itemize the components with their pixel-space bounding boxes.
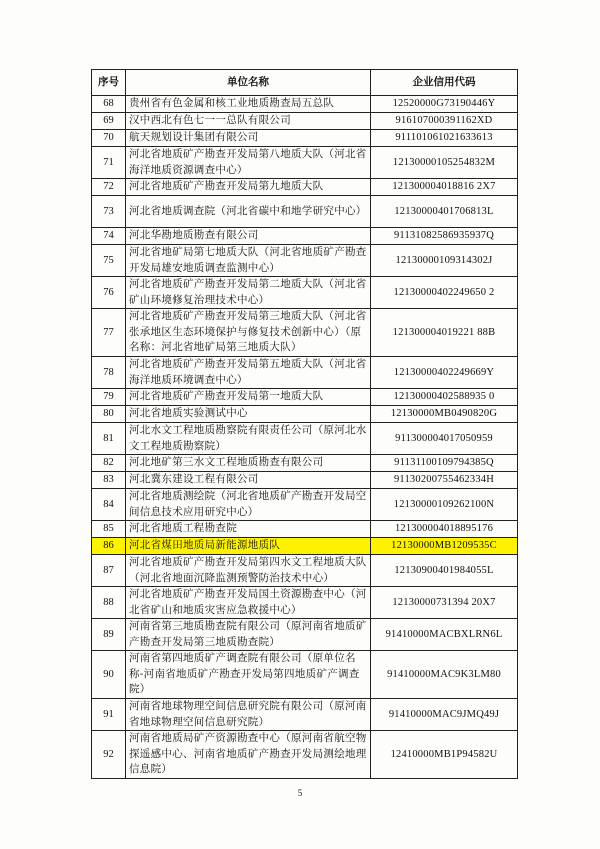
table-header-row	[92, 70, 518, 96]
table-row	[92, 130, 518, 147]
unit-name: 航天规划设计集团有限公司	[126, 130, 371, 147]
row-number: 86	[92, 538, 126, 555]
row-number: 89	[92, 619, 126, 651]
unit-name: 河北省地矿局第七地质大队（河北省地质矿产勘查开发局雄安地质调查监测中心）	[126, 245, 371, 277]
table-row	[92, 619, 518, 651]
credit-code: 12130000105254832M	[371, 147, 518, 179]
row-number: 74	[92, 228, 126, 245]
row-number: 69	[92, 113, 126, 130]
credit-code: 12130000MB1209535C	[371, 538, 518, 555]
unit-name: 河北省地质调查院（河北省碳中和地学研究中心）	[126, 196, 371, 228]
header-unit-name: 单位名称	[126, 70, 371, 96]
row-number: 92	[92, 731, 126, 779]
unit-name: 河北省地质矿产勘查开发局第二地质大队（河北省矿山环境修复治理技术中心）	[126, 277, 371, 309]
row-number: 73	[92, 196, 126, 228]
unit-name: 河北省地质矿产勘查开发局第五地质大队（河北省海洋地质环境调查中心）	[126, 357, 371, 389]
row-number: 80	[92, 406, 126, 423]
credit-code: 91410000MAC9JMQ49J	[371, 699, 518, 731]
enterprise-table	[91, 69, 518, 779]
unit-name: 河北省地质矿产勘查开发局第一地质大队	[126, 389, 371, 406]
table-row	[92, 651, 518, 699]
credit-code: 916107000391162XD	[371, 113, 518, 130]
row-number: 90	[92, 651, 126, 699]
table-row	[92, 147, 518, 179]
row-number: 87	[92, 555, 126, 587]
credit-code: 12130000402249669Y	[371, 357, 518, 389]
credit-code: 121300004019221 88B	[371, 309, 518, 357]
unit-name: 河北冀东建设工程有限公司	[126, 472, 371, 489]
row-number: 84	[92, 489, 126, 521]
row-number: 71	[92, 147, 126, 179]
unit-name: 河北省地质工程勘查院	[126, 521, 371, 538]
table-row	[92, 731, 518, 779]
table-row	[92, 555, 518, 587]
credit-code: 121300004018816 2X7	[371, 179, 518, 196]
unit-name: 河南省地球物理空间信息研究院有限公司（原河南省地球物理空间信息研究院）	[126, 699, 371, 731]
table-row	[92, 406, 518, 423]
row-number: 76	[92, 277, 126, 309]
credit-code: 91130200755462334H	[371, 472, 518, 489]
credit-code: 12410000MB1P94582U	[371, 731, 518, 779]
table-row	[92, 699, 518, 731]
row-number: 81	[92, 423, 126, 455]
unit-name: 河北水文工程地质勘察院有限责任公司（原河北水文工程地质勘察院）	[126, 423, 371, 455]
table-row	[92, 472, 518, 489]
credit-code: 12130000401706813L	[371, 196, 518, 228]
unit-name: 河北省地质矿产勘查开发局第三地质大队（河北省张承地区生态环境保护与修复技术创新中心）（原名称：河北省地矿局第三地质大队）	[126, 309, 371, 357]
unit-name: 河北省地质矿产勘查开发局第九地质大队	[126, 179, 371, 196]
row-number: 88	[92, 587, 126, 619]
header-serial-number: 序号	[92, 70, 126, 96]
credit-code: 12130000731394 20X7	[371, 587, 518, 619]
row-number: 72	[92, 179, 126, 196]
table-row	[92, 113, 518, 130]
unit-name: 河北地矿第三水文工程地质勘查有限公司	[126, 455, 371, 472]
table-row	[92, 357, 518, 389]
table-row	[92, 245, 518, 277]
credit-code: 12130000402588935 0	[371, 389, 518, 406]
row-number: 77	[92, 309, 126, 357]
credit-code: 91131082586935937Q	[371, 228, 518, 245]
table-row	[92, 228, 518, 245]
table-row	[92, 96, 518, 113]
row-number: 70	[92, 130, 126, 147]
unit-name: 河北省地质矿产勘查开发局第四水文工程地质大队（河北省地面沉降监测预警防治技术中心）	[126, 555, 371, 587]
credit-code: 911300004017050959	[371, 423, 518, 455]
unit-name: 河北省地质矿产勘查开发局国土资源勘查中心（河北省矿山和地质灾害应急救援中心）	[126, 587, 371, 619]
unit-name: 河北省煤田地质局新能源地质队	[126, 538, 371, 555]
header-credit-code: 企业信用代码	[371, 70, 518, 96]
table-row	[92, 423, 518, 455]
table-row	[92, 196, 518, 228]
row-number: 75	[92, 245, 126, 277]
credit-code: 121300004018895176	[371, 521, 518, 538]
credit-code: 12130000109262100N	[371, 489, 518, 521]
row-number: 85	[92, 521, 126, 538]
credit-code: 12130000402249650 2	[371, 277, 518, 309]
table-row	[92, 179, 518, 196]
row-number: 83	[92, 472, 126, 489]
credit-code: 12130000MB0490820G	[371, 406, 518, 423]
table-row-highlighted	[92, 538, 518, 555]
row-number: 79	[92, 389, 126, 406]
credit-code: 91131100109794385Q	[371, 455, 518, 472]
credit-code: 91410000MACBXLRN6L	[371, 619, 518, 651]
row-number: 82	[92, 455, 126, 472]
credit-code: 91410000MAC9K3LM80	[371, 651, 518, 699]
unit-name: 河南省第四地质矿产调查院有限公司（原单位名称-河南省地质矿产勘查开发局第四地质矿产调查院）	[126, 651, 371, 699]
unit-name: 贵州省有色金属和核工业地质勘查局五总队	[126, 96, 371, 113]
unit-name: 河南省地质局矿产资源勘查中心（原河南省航空物探遥感中心、河南省地质矿产勘查开发局测绘地理信息院）	[126, 731, 371, 779]
table-row	[92, 455, 518, 472]
unit-name: 河北省地质实验测试中心	[126, 406, 371, 423]
credit-code: 911101061021633613	[371, 130, 518, 147]
table-row	[92, 389, 518, 406]
unit-name: 汉中西北有色七一一总队有限公司	[126, 113, 371, 130]
credit-code: 12130900401984055L	[371, 555, 518, 587]
table-row	[92, 277, 518, 309]
unit-name: 河北省地质测绘院（河北省地质矿产勘查开发局空间信息技术应用研究中心）	[126, 489, 371, 521]
table-row	[92, 489, 518, 521]
table-row	[92, 587, 518, 619]
row-number: 78	[92, 357, 126, 389]
credit-code: 12520000G73190446Y	[371, 96, 518, 113]
unit-name: 河北华勘地质勘查有限公司	[126, 228, 371, 245]
table-row	[92, 309, 518, 357]
page-number: 5	[297, 788, 303, 798]
unit-name: 河北省地质矿产勘查开发局第八地质大队（河北省海洋地质资源调查中心）	[126, 147, 371, 179]
row-number: 91	[92, 699, 126, 731]
unit-name: 河南省第三地质勘查院有限公司（原河南省地质矿产勘查开发局第三地质勘查院）	[126, 619, 371, 651]
credit-code: 12130000109314302J	[371, 245, 518, 277]
row-number: 68	[92, 96, 126, 113]
table-row	[92, 521, 518, 538]
